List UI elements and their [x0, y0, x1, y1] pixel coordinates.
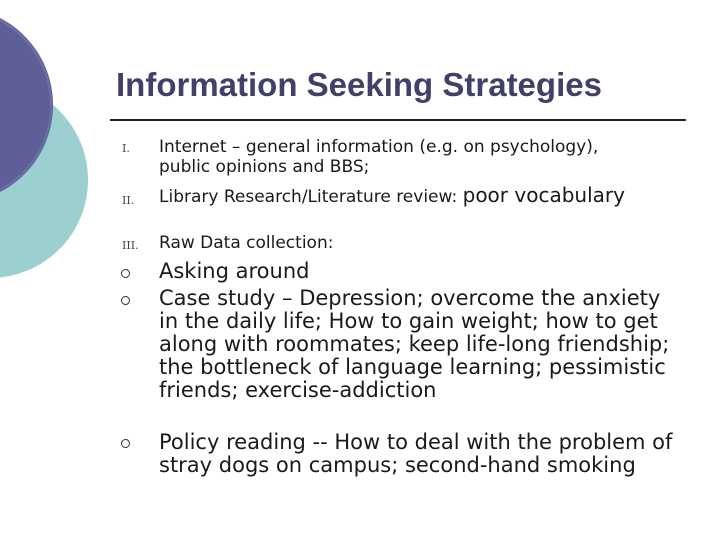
item-heading: Asking around	[159, 259, 310, 283]
item-text	[159, 233, 599, 253]
circle-bullet-icon	[121, 269, 130, 278]
circle-bullet-icon	[121, 296, 130, 305]
dark-circle	[0, 7, 53, 203]
item-body: poor vocabulary	[462, 183, 625, 207]
item-text	[159, 137, 599, 177]
roman-marker: III.	[122, 239, 139, 252]
roman-marker: II.	[122, 194, 135, 207]
item-heading: Policy reading	[159, 430, 313, 454]
item-text	[159, 431, 679, 477]
item-heading: Library Research/Literature review:	[159, 187, 463, 207]
title-underline	[110, 119, 686, 121]
item-text	[159, 287, 679, 402]
dash: –	[231, 137, 246, 157]
item-text	[159, 260, 679, 283]
roman-marker: I.	[122, 142, 130, 155]
item-body: -- How to deal with the problem of stray dogs on campus; second-hand smoking	[159, 430, 673, 477]
light-circle	[0, 82, 88, 278]
item-heading: Case study	[159, 286, 282, 310]
item-body: general information (e.g. on psychology), public opinions and BBS;	[159, 137, 599, 177]
dash: –	[282, 286, 300, 310]
item-heading: Internet	[159, 137, 232, 157]
slide-title: Information Seeking Strategies	[116, 66, 602, 103]
item-body: Depression; overcome the anxiety in the daily life; How to gain weight; how to get along with roommates; keep life-long friendship; the bottleneck of language learning; pessimistic friends; exercise-addiction	[159, 286, 670, 402]
circle-bullet-icon	[121, 439, 130, 448]
item-heading: Raw Data collection:	[159, 233, 334, 253]
item-text	[159, 183, 629, 209]
